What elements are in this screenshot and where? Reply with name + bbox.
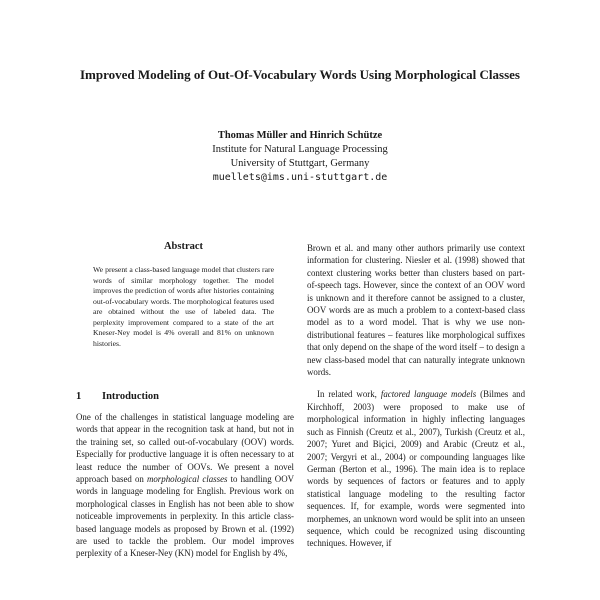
affiliation-institute: Institute for Natural Language Processing (212, 144, 388, 155)
section-title: Introduction (102, 391, 159, 402)
intro-paragraph (76, 411, 294, 560)
right-paragraph-2 (307, 388, 525, 549)
abstract-text: We present a class-based language model that clusters rare words of similar morphology together. The model improves the prediction of words after histories containing out-of-vocabulary words. The morphological features used are obtained without the use of labeled data. The perplexity improvement compared to a state of the art Kneser-Ney model is 4% overall and 81% on unknown histories. (93, 265, 274, 348)
right-column-body (307, 242, 525, 550)
related-work-emphasis: factored language models (380, 389, 477, 400)
section-number: 1 (76, 391, 82, 402)
paper-title: Improved Modeling of Out-Of-Vocabulary Words Using Morphological Classes (80, 67, 520, 82)
right-paragraph-1: Brown et al. and many other authors primarily use context information for clustering. Niesler et al. (1998) showed that context clustering works better than clusters based on part-of-speech tags. However, since the context of an OOV word is unknown and it therefore cannot be assigned to a cluster, OOV words are as much a problem to a context-based class model as to a word model. That is why we use non-distributional features – features like morphological suffixes that only depend on the shape of the word itself – to design a new class-based model that can naturally integrate unknown words. (307, 243, 525, 378)
paper-authors: Thomas Müller and Hinrich Schütze (217, 130, 383, 141)
left-column-body (76, 411, 294, 560)
related-work-text-part-2: (Bilmes and Kirchhoff, 2003) were proposed to make use of morphological information in highly inflecting languages such as Finnish (Creutz et al., 2007), Turkish (Creutz et al., 2007; Yuret and Biçici, 2009) and Arabic (Creutz et al., 2007; Vergyri et al., 2004) or compounding languages like German (Berton et al., 1996). The main idea is to replace words by sequences of factors or features and to apply statistical language modeling to the resulting factor sequences. If, for example, words were segmented into morphemes, an unknown word would be split into an unseen sequence, which could be recognized using discounting techniques. However, if (307, 389, 526, 549)
author-email: muellets@ims.uni-stuttgart.de (212, 172, 388, 183)
section-heading-introduction (76, 390, 159, 404)
affiliation-university: University of Stuttgart, Germany (230, 158, 370, 169)
intro-emphasis: morphological classes (146, 474, 228, 485)
abstract-heading: Abstract (163, 241, 204, 252)
related-work-text-part-1: In related work, (317, 389, 381, 400)
intro-text-part-2: to handling OOV words in language modeling for English. Previous work on morphological classes in English has not been able to show noticeable improvements in perplexity. In this article class-based language models as proposed by Brown et al. (1992) are used to tackle the problem. Our model improves perplexity of a Kneser-Ney (KN) model for English by 4%, (76, 474, 295, 559)
intro-text-part-1: One of the challenges in statistical language modeling are words that appear in the recognition task at hand, but not in the training set, so called out-of-vocabulary (OOV) words. Especially for productive language it is often necessary to at least reduce the number of OOVs. We present a novel approach based on (76, 412, 294, 485)
